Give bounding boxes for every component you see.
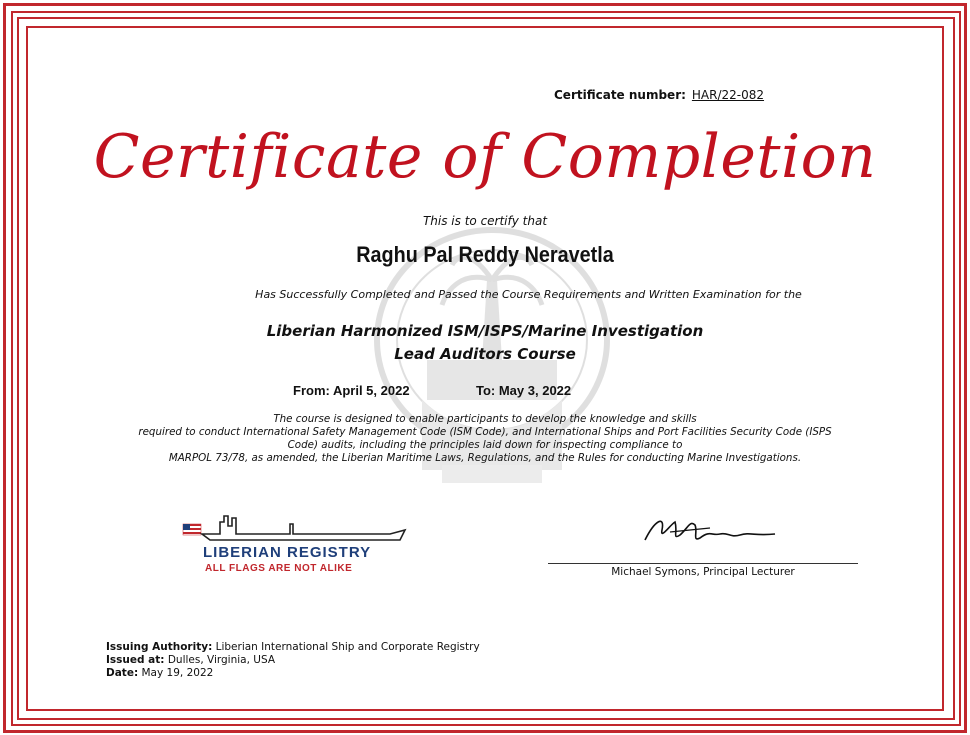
issued-at-label: Issued at: [106, 654, 165, 666]
description-line: MARPOL 73/78, as amended, the Liberian Maritime Laws, Regulations, and the Rules for conducting Marine Investigations. [168, 452, 802, 464]
issued-at-value: Dulles, Virginia, USA [167, 654, 276, 666]
signature-line [548, 563, 858, 564]
issuing-authority-value: Liberian International Ship and Corporate Registry [215, 641, 480, 653]
date-label: Date: [106, 667, 139, 679]
description-line: required to conduct International Safety Management Code (ISM Code), and International Ships and Port Facilities Security Code (ISPS [138, 426, 832, 438]
completed-text: Has Successfully Completed and Passed the Course Requirements and Written Examination for the [255, 288, 802, 301]
certificate-title: Certificate of Completion [93, 122, 877, 192]
course-title-line2: Lead Auditors Course [394, 345, 576, 363]
certificate-number [554, 88, 764, 102]
certify-text: This is to certify that [422, 214, 548, 228]
recipient-name: Raghu Pal Reddy Neravetla [356, 242, 614, 267]
course-title-line1: Liberian Harmonized ISM/ISPS/Marine Investigation [266, 322, 704, 340]
issuing-authority-label: Issuing Authority: [106, 641, 213, 653]
logo-tagline: ALL FLAGS ARE NOT ALIKE [205, 563, 353, 574]
flag-icon [183, 524, 201, 535]
issuing-details [106, 641, 480, 680]
description-line: The course is designed to enable participants to develop the knowledge and skills [273, 413, 697, 425]
date-value: May 19, 2022 [141, 667, 214, 679]
ship-icon [202, 516, 405, 540]
date-from: From: April 5, 2022 [293, 383, 410, 398]
logo-name: LIBERIAN REGISTRY [203, 544, 372, 561]
description-line: Code) audits, including the principles laid down for inspecting compliance to [287, 439, 683, 451]
course-description [120, 413, 850, 465]
date-to: To: May 3, 2022 [476, 383, 572, 398]
signer-name: Michael Symons, Principal Lecturer [611, 566, 795, 578]
certificate-number-label: Certificate number: [554, 88, 686, 102]
certificate-number-value: HAR/22-082 [691, 88, 765, 102]
signature-image [640, 510, 780, 550]
